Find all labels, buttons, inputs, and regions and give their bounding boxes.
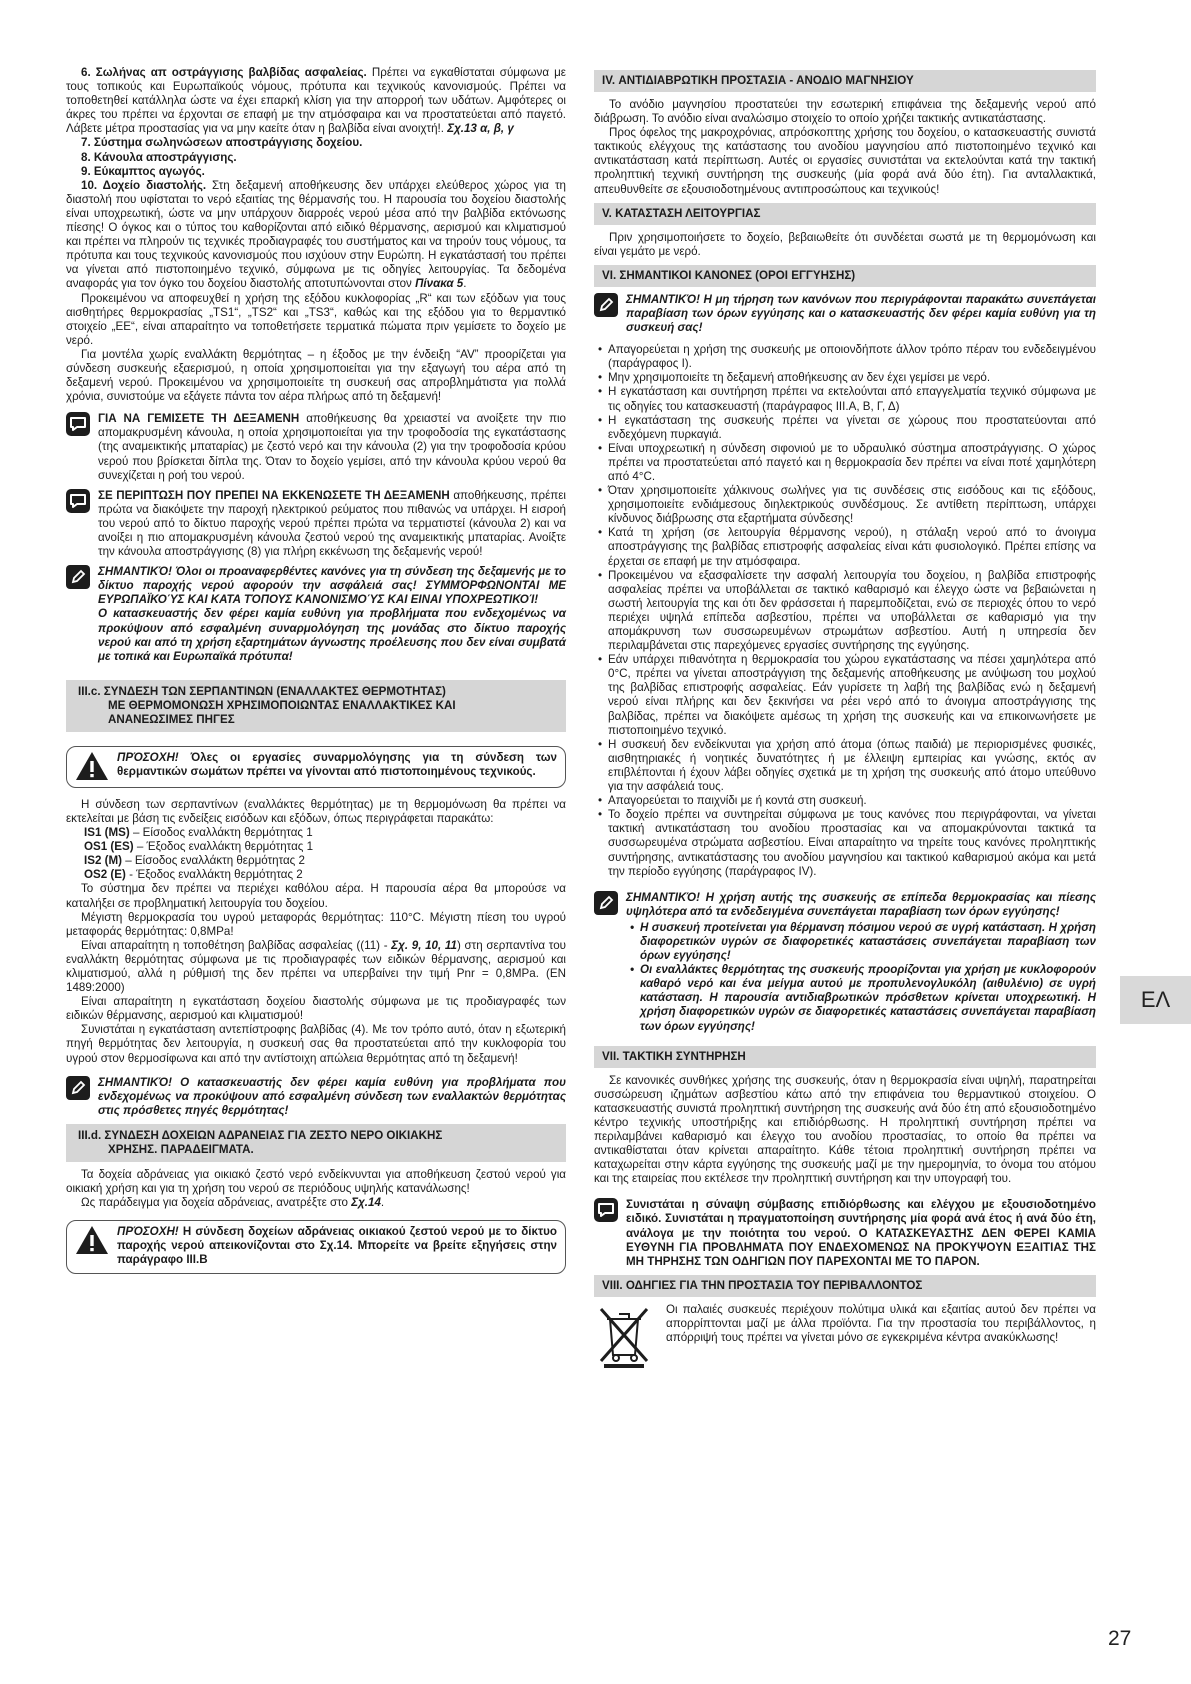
inertia-paragraph: Τα δοχεία αδράνειας για οικιακό ζεστό νερό ενδείκνυνται για αποθήκευση ζεστού νερού για οικιακή χρήση και για τη χρήση του νερού σε περιόδους υψηλής κατανάλωσης! xyxy=(66,1167,566,1195)
list-item: • Η εγκατάσταση και συντήρηση πρέπει να εκτελούνται από επαγγελματία τεχνικό σύμφωνα με τις οδηγίες του κατασκευαστή (παράγραφος III.A, B, Γ, Δ) xyxy=(608,385,1096,413)
section-v-heading: V. ΚΑΤΑΣΤΑΣΗ ΛΕΙΤΟΥΡΓΙΑΣ xyxy=(594,203,1096,225)
safety-valve-paragraph: Είναι απαραίτητη η τοποθέτηση βαλβίδας ασφαλείας ((11) - Σχ. 9, 10, 11) στη σερπαντίνα του εναλλάκτη θερμότητας σύμφωνα με τις προδιαγραφές των ειδικών θέρμανσης, αερισμού και κλιματισμού, αλλά η ρύθμισή της δεν πρέπει να υπερβαίνει την τιμή Pnr = 0,8MPa. (EN 1489:2000) xyxy=(66,938,567,995)
section-vii-heading: VII. ΤΑΚΤΙΚΗ ΣΥΝΤΗΡΗΣΗ xyxy=(594,1046,1096,1068)
maintenance-paragraph: Σε κανονικές συνθήκες χρήσης της συσκευής, όταν η θερμοκρασία είναι υψηλή, παρατηρείται συσσώρευση ιζημάτων ασβεστίου κάτω από την επιφάνεια του θερμαντικού στοιχείου. Ο κατασκευαστής συνιστά προληπτική συντήρηση της συσκευής ανά δύο έτη από εξουσιοδοτημένο κέντρο τεχνικής υποστήριξης και επιδιόρθωσης. Η προληπτική συντήρηση πρέπει να περιλαμβάνει καθαρισμό και έλεγχο του ανοδίου προστασίας, το οποίο θα πρέπει να αντικαθίσταται όταν κρίνεται απαραίτητο. Κάθε τέτοια προληπτική συντήρηση πρέπει να καταχωρείται στην κάρτα εγγύησης της συσκευής μαζί με την ημερομηνία, το όνομα του ατόμου και της εταιρείας που εκτέλεσε την προληπτική συντήρηση και την υπογραφή του. xyxy=(594,1073,1096,1186)
fill-tank-note: ΓΙΑ ΝΑ ΓΕΜΙΣΕΤΕ ΤΗ ΔΕΞΑΜΕΝΗ αποθήκευσης θα χρειαστεί να ανοίξετε την πιο απομακρυσμένη κάνουλα, η οποία χρησιμοποιείται για την τροφοδοσία της εγκατάστασης (της αναμεικτικής μπαταρίας) με ζεστό νερό και την κάνουλα (2) για την τροφοδοσία κρύου νερού που βρίσκεται δίπλα της. Όταν το δοχείο γεμίσει, από την κάνουλα κρύου νερού θα συνεχίζεται η ροή του νερού. xyxy=(66,412,566,482)
environment-block xyxy=(594,1303,1096,1369)
air-paragraph: Το σύστημα δεν πρέπει να περιέχει καθόλου αέρα. Η παρουσία αέρα θα μπορούσε να καταλήξει σε προβληματική λειτουργία του δοχείου. xyxy=(66,882,566,910)
speech-bubble-icon xyxy=(66,412,90,436)
item-6: 6. Σωλήνας απ οστράγγισης βαλβίδας ασφαλείας. Πρέπει να εγκαθίσταται σύμφωνα με τους τοπικούς και Ευρωπαϊκούς νόμους, πρότυπα και τεχνικούς κανονισμούς. Πρέπει να τοποθετηθεί κατάλληλα ώστε να έχει επαρκή κλίση για την απορροή των υδάτων. Αμφότερες οι άκρες του πρέπει να έρχονται σε επαφή με την ατμόσφαιρα και να προστατεύεται από παγετό. Λάβετε μέτρα προστασίας για να μην καείτε όταν η βαλβίδα είναι ανοιχτή!. Σχ.13 α, β, γ xyxy=(66,66,566,136)
av-paragraph: Για μοντέλα χωρίς εναλλάκτη θερμότητας – η έξοδος με την ένδειξη “AV” προορίζεται για σύνδεση συσκευής εξαερισμού, η οποία χρησιμοποιείται για την εξαγωγή του αέρα από τη δεξαμενή νερού. Προκειμένου να χρησιμοποιείτε τη συσκευή σας απροβλημάτιστα για πολλά χρόνια, συνιστούμε να εξάγετε πάντα τον αέρα πλήρως από τη δεξαμενή! xyxy=(66,347,566,404)
coil-intro: Η σύνδεση των σερπαντίνων (εναλλάκτες θερμότητας) με τη θερμομόνωση θα πρέπει να εκτελείται με βάση τις ενδείξεις εισόδων και εξόδων, όπως περιγράφεται παρακάτω: xyxy=(66,797,566,825)
anode-paragraph-2: Προς όφελος της μακροχρόνιας, απρόσκοπτης χρήσης του δοχείου, ο κατασκευαστής συνιστά τακτικούς ελέγχους της κατάστασης του ανοδίου μαγνησίου από πιστοποιημένο τεχνικό και αντικατάσταση κατά περίπτωση. Αυτές οι εργασίες συνιστάται να εκτελούνται κατά την τακτική προληπτική τεχνική συντήρηση της συσκευής (μία φορά ανά δύο έτη). Για ανταλλακτικά, απευθυνθείτε σε εξουσιοδοτημένους αντιπροσώπους και τεχνικούς! xyxy=(594,126,1096,196)
section-vi-heading: VI. ΣΗΜΑΝΤΙΚΟΙ ΚΑΝΟΝΕΣ (ΟΡΟΙ ΕΓΓΥΗΣΗΣ) xyxy=(594,265,1096,287)
important-note-4: ΣΗΜΑΝΤΙΚΌ! Η χρήση αυτής της συσκευής σε επίπεδα θερμοκρασίας και πίεσης υψηλότερα από τα ενδεδειγμένα συνεπάγεται παραβίαση των όρων εγγύησης! • Η συσκευή προτείνεται για θέρμανση πόσιμου νερού σε υγρή κατάσταση. Η χρήση διαφορετικών υγρών σε διαφορετικές καταστάσεις συνεπάγεται παραβίαση των όρων εγγύησης! • Οι εναλλάκτες θερμότητας της συσκευής προορίζονται για χρήση με κυκλοφορούν καθαρό νερό και ένα μείγμα αυτού με προπυλενογλυκόλη (αιθυλένιο) σε υγρή κατάσταση. Η παρουσία αντιδιαβρωτικών πρόσθετων κρίνεται υποχρεωτική. Η χρήση διαφορετικών υγρών σε διαφορετικές καταστάσεις συνεπάγεται παραβίαση των όρων εγγύησης! xyxy=(594,891,1096,1034)
maintenance-contract-note: Συνιστάται η σύναψη σύμβασης επιδιόρθωσης και ελέγχου με εξουσιοδοτημένο ειδικό. Συνιστάται η πραγματοποίηση συντήρησης μία φορά ανά έτος ή ανά δύο έτη, ανάλογα με την ποιότητα του νερού. Ο ΚΑΤΑΣΚΕΥΑΣΤΗΣ ΔΕΝ ΦΕΡΕΙ ΚΑΜΙΑ ΕΥΘΥΝΗ ΓΙΑ ΠΡΟΒΛΗΜΑΤΑ ΠΟΥ ΕΝΔΕΧΟΜΕΝΩΣ ΝΑ ΠΡΟΚΥΨΟΥΝ ΕΞΑΙΤΙΑΣ ΤΗΣ ΜΗ ΤΗΡΗΣΗΣ ΤΩΝ ΟΔΗΓΙΩΝ ΠΟΥ ΠΑΡΕΧΟΝΤΑΙ ΜΕ ΤΟ ΠΑΡΟΝ. xyxy=(594,1198,1096,1268)
list-item: • Η συσκευή δεν ενδείκνυται για χρήση από άτομα (όπως παιδιά) με περιορισμένες φυσικές, αισθητηριακές ή νοητικές δυνατότητες ή με έλλειψη εμπειρίας και γνώσης, εκτός αν επιβλέπονται ή έχουν λάβει οδηγίες σχετικά με τη χρήση της συσκευής από άτομο υπεύθυνο για την ασφάλειά τους. xyxy=(608,738,1096,794)
list-item: • Η συσκευή προτείνεται για θέρμανση πόσιμου νερού σε υγρή κατάσταση. Η χρήση διαφορετικών υγρών σε διαφορετικές καταστάσεις συνεπάγεται παραβίαση των όρων εγγύησης! xyxy=(640,921,1096,963)
important-note-3: ΣΗΜΑΝΤΙΚΌ! Η μη τήρηση των κανόνων που περιγράφονται παρακάτω συνεπάγεται παραβίαση των όρων εγγύησης και ο κατασκευαστής δεν φέρει καμία ευθύνη για τη συσκευή σας! xyxy=(594,293,1096,335)
list-item: • Μην χρησιμοποιείτε τη δεξαμενή αποθήκευσης αν δεν έχει γεμίσει με νερό. xyxy=(608,371,1096,385)
coil-connection-list xyxy=(66,826,566,882)
speech-bubble-icon xyxy=(66,489,90,513)
language-tab: ΕΛ xyxy=(1120,976,1191,1024)
section-iv-heading: IV. ΑΝΤΙΔΙΑΒΡΩΤΙΚΗ ΠΡΟΣΤΑΣΙΑ - ΑΝΟΔΙΟ ΜΑΓΝΗΣΙΟΥ xyxy=(594,70,1096,92)
list-item: • Προκειμένου να εξασφαλίσετε την ασφαλή λειτουργία του δοχείου, η βαλβίδα επιστροφής ασφαλείας πρέπει να υποβάλλεται σε τακτικό καθαρισμό και έλεγχο ώστε να βεβαιώνεται η σωστή λειτουργία της και ότι δεν φράσσεται ή παρεμποδίζεται, ενώ σε περιοχές όπου το νερό περιέχει υψηλά επίπεδα ασβεστίου, πρέπει να υποβάλλεται σε καθαρισμό για την απομάκρυνση των συσσωρευμένων στρωμάτων ασβεστίου. Αυτή η υπηρεσία δεν περιλαμβάνεται στις παρεχόμενες εργασίες συντήρησης της εγγύησης. xyxy=(608,569,1096,654)
caution-box-1: ΠΡΌΣΟΧΗ! Όλες οι εργασίες συναρμολόγησης για τη σύνδεση των θερμαντικών σωμάτων πρέπει να γίνονται από πιστοποιημένους τεχνικούς. xyxy=(66,746,566,788)
warning-icon xyxy=(75,1225,109,1255)
check-valve-paragraph: Συνιστάται η εγκατάσταση αντεπίστροφης βαλβίδας (4). Με τον τρόπο αυτό, όταν η εξωτερική πηγή θερμότητας δεν λειτουργία, η συσκευή σας θα προστατεύεται από την κυκλοφορία του υγρού στον θερμοσίφωνα και από την αντίστοιχη απώλεια θερμότητας από τη δεξαμενή! xyxy=(66,1023,566,1065)
list-item: • Εάν υπάρχει πιθανότητα η θερμοκρασία του χώρου εγκατάστασης να πέσει χαμηλότερα από 0°C, πρέπει να γίνεται αποστράγγιση της δεξαμενής αποθήκευσης με ανύψωση του μοχλού της βαλβίδας επιστροφής ασφαλείας. Εάν γυρίσετε τη λαβή της βαλβίδας ενώ η δεξαμενή νερού είναι πλήρης και δεν ξεκινήσει να ρέει νερό από το άνοιγμα αποστράγγισης της βαλβίδας, πρέπει να διακόψετε αμέσως τη χρήση της συσκευής και να επικοινωνήσετε με πιστοποιημένο τεχνικό. xyxy=(608,653,1096,738)
coil-def: OS2 (E) - Έξοδος εναλλάκτη θερμότητας 2 xyxy=(84,868,303,882)
right-column xyxy=(594,66,1096,1369)
section-iii-d-heading: III.d. ΣΥΝΔΕΣΗ ΔΟΧΕΙΩΝ ΑΔΡΑΝΕΙΑΣ ΓΙΑ ΖΕΣΤΟ ΝΕΡΟ ΟΙΚΙΑΚΗΣ ΧΡΗΣΗΣ. ΠΑΡΑΔΕΙΓΜΑΤΑ. xyxy=(66,1124,566,1162)
warning-icon xyxy=(75,751,109,781)
coil-def: OS1 (ES) – Έξοδος εναλλάκτη θερμότητας 1 xyxy=(84,840,314,854)
page-number: 27 xyxy=(1108,1627,1132,1650)
outputs-paragraph: Προκειμένου να αποφευχθεί η χρήση της εξόδου κυκλοφορίας „R“ και των εξόδων για τους αισθητήρες θερμοκρασίας „TS1“, „TS2“ και „TS3“, καθώς και της εξόδου για το θερμαντικό στοιχείο „EE“, είναι απαραίτητο να τοποθετήσετε τερματικά πώματα πριν γεμίσετε το δοχείο με νερό. xyxy=(66,291,566,347)
item-9: 9. Εύκαμπτος αγωγός. xyxy=(81,164,205,178)
speech-bubble-icon xyxy=(594,1198,618,1222)
pencil-icon xyxy=(594,891,618,915)
section-iii-c-heading: III.c. ΣΥΝΔΕΣΗ ΤΩΝ ΣΕΡΠΑΝΤΙΝΩΝ (ΕΝΑΛΛΑΚΤΕΣ ΘΕΡΜΟΤΗΤΑΣ) ΜΕ ΘΕΡΜΟΜΟΝΩΣΗ ΧΡΗΣΙΜΟΠΟΙΩΝΤΑΣ ΕΝΑΛΛΑΚΤΙΚΕΣ ΚΑΙ ΑΝΑΝΕΩΣΙΜΕΣ ΠΗΓΕΣ xyxy=(66,680,566,732)
example-paragraph: Ως παράδειγμα για δοχεία αδράνειας, ανατρέξτε στο Σχ.14. xyxy=(81,1196,385,1210)
item-8: 8. Κάνουλα αποστράγγισης. xyxy=(81,150,237,164)
list-item: • Απαγορεύεται το παιχνίδι με ή κοντά στη συσκευή. xyxy=(608,794,1096,808)
warranty-rules-list xyxy=(594,343,1096,879)
item-7: 7. Σύστημα σωληνώσεων αποστράγγισης δοχείου. xyxy=(81,136,363,150)
list-item: • Το δοχείο πρέπει να συντηρείται σύμφωνα με τους κανόνες που περιγράφονται, να γίνεται τακτική αντικατάσταση του ανοδίου προστασίας και να απομακρύνονται τακτικά τα συσσωρευμένα στρώματα ασβεστίου. Είναι απαραίτητο να τηρείτε τους κανόνες προληπτικής συντήρησης, αντικατάστασης του ανοδίου μαγνησίου και τακτικού καθαρισμού ακόμα και μετά την περίοδο εγγύησης (παράγραφος IV). xyxy=(608,808,1096,878)
list-item: • Κατά τη χρήση (σε λειτουργία θέρμανσης νερού), η στάλαξη νερού από το άνοιγμα αποστράγγισης της βαλβίδας επιστροφής ασφαλείας είναι κάτι φυσιολογικό. Πρέπει επίσης να έρχεται σε επαφή με την ατμόσφαιρα. xyxy=(608,526,1096,568)
environment-paragraph: Οι παλαιές συσκευές περιέχουν πολύτιμα υλικά και εξαιτίας αυτού δεν πρέπει να απορρίπτονται μαζί με άλλα προϊόντα. Για την προστασία του περιβάλλοντος, η απόρριψή τους πρέπει να γίνεται μόνο σε εγκεκριμένα κέντρα ανακύκλωσης! xyxy=(666,1302,1096,1345)
coil-def: IS2 (M) – Είσοδος εναλλάκτη θερμότητας 2 xyxy=(84,854,305,868)
section-viii-heading: VIII. ΟΔΗΓΙΕΣ ΓΙΑ ΤΗΝ ΠΡΟΣΤΑΣΙΑ ΤΟΥ ΠΕΡΙΒΑΛΛΟΝΤΟΣ xyxy=(594,1275,1096,1297)
pencil-icon xyxy=(594,293,618,317)
pencil-icon xyxy=(66,1076,90,1100)
caution-box-2: ΠΡΌΣΟΧΗ! Η σύνδεση δοχείων αδράνειας οικιακού ζεστού νερού με το δίκτυο παροχής νερού απεικονίζονται στο Σχ.14. Μπορείτε να βρείτε εξηγήσεις στην παράγραφο III.B xyxy=(66,1220,566,1274)
list-item: • Όταν χρησιμοποιείτε χάλκινους σωλήνες για τις συνδέσεις στις εισόδους και τις εξόδους, χρησιμοποιείτε ενδιάμεσους διηλεκτρικούς συνδέσμους. Σε αντίθετη περίπτωση, υπάρχει κίνδυνος διάβρωσης στα εξαρτήματα σύνδεσης! xyxy=(608,484,1096,526)
list-item: • Απαγορεύεται η χρήση της συσκευής με οποιονδήποτε άλλον τρόπο πέραν του ενδεδειγμένου (παράγραφος I). xyxy=(608,343,1096,371)
crossed-out-bin-icon xyxy=(594,1303,654,1369)
list-item: • Είναι υποχρεωτική η σύνδεση σιφονιού με το υδραυλικό σύστημα αποστράγγισης. Ο χώρος πρέπει να προστατεύεται από παγετό και η θερμοκρασία δεν πρέπει να είναι ποτέ χαμηλότερη από 4°C. xyxy=(608,442,1096,484)
important-note-2: ΣΗΜΑΝΤΙΚΌ! Ο κατασκευαστής δεν φέρει καμία ευθύνη για προβλήματα που ενδεχομένως να προκύψουν από εσφαλμένη σύνδεση των εναλλακτών θερμότητας στις πρόσθετες πηγές θερμότητας! xyxy=(66,1076,566,1118)
item-10: 10. Δοχείο διαστολής. Στη δεξαμενή αποθήκευσης δεν υπάρχει ελεύθερος χώρος για τη διαστολή που υφίσταται το νερό εξαιτίας της θέρμανσής του. Η παρουσία του δοχείου διαστολής είναι υποχρεωτική, ώστε να μην υπάρχουν διαρροές νερού μέσα από την βαλβίδα εκτόνωσης πίεσης! Ο όγκος και ο τύπος του καθορίζονται από ειδικό θέρμανσης, αερισμού και κλιματισμού και πρέπει να πληρούν τις τεχνικές προδιαγραφές του συστήματος και να τηρούν τους νόμους, τα πρότυπα και τους τεχνικούς κανονισμούς που ισχύουν στην Ευρώπη. Η εγκατάστασή του πρέπει να γίνεται από πιστοποιημένο τεχνικό, σύμφωνα με τις οδηγίες λειτουργίας. Τα δεδομένα αναφοράς για τον όγκο του δοχείου διαστολής αποτυπώνονται στον Πίνακα 5. xyxy=(66,178,566,291)
empty-tank-note: ΣΕ ΠΕΡΙΠΤΩΣΗ ΠΟΥ ΠΡΕΠΕΙ ΝΑ ΕΚΚΕΝΩΣΕΤΕ ΤΗ ΔΕΞΑΜΕΝΗ αποθήκευσης, πρέπει πρώτα να διακόψετε την παροχή ηλεκτρικού ρεύματος που πιθανώς να υπάρχει. Η εισροή του νερού από το δίκτυο παροχής νερού πρέπει πρώτα να τερματιστεί (κάνουλα 2) και να ανοίξει η πιο απομακρυσμένη κάνουλα ζεστού νερού της αναμεικτικής μπαταρίας. Ανοίξτε την κάνουλα αποστράγγισης (8) για πλήρη εκκένωση της δεξαμενής νερού! xyxy=(66,489,566,559)
anode-paragraph-1: Το ανόδιο μαγνησίου προστατεύει την εσωτερική επιφάνεια της δεξαμενής νερού από διάβρωση. Το ανόδιο είναι αναλώσιμο στοιχείο το οποίο χρήζει τακτικής αντικατάστασης. xyxy=(594,98,1096,126)
operation-paragraph: Πριν χρησιμοποιήσετε το δοχείο, βεβαιωθείτε ότι συνδέεται σωστά με τη θερμομόνωση και είναι γεμάτο με νερό. xyxy=(594,230,1096,258)
max-temp-paragraph: Μέγιστη θερμοκρασία του υγρού μεταφοράς θερμότητας: 110°C. Μέγιστη πίεση του υγρού μεταφοράς θερμότητας: 0,8MPa! xyxy=(66,910,566,938)
expansion-vessel-paragraph: Είναι απαραίτητη η εγκατάσταση δοχείου διαστολής σύμφωνα με τις προδιαγραφές των ειδικών θέρμανσης, αερισμού και κλιματισμού! xyxy=(66,995,566,1023)
pencil-icon xyxy=(66,565,90,589)
fluid-rules-list xyxy=(626,921,1096,1034)
coil-def: IS1 (MS) – Είσοδος εναλλάκτη θερμότητας 1 xyxy=(84,826,313,840)
list-item: • Η εγκατάσταση της συσκευής πρέπει να γίνεται σε χώρους που προστατεύονται από ενδεχόμενη πυρκαγιά. xyxy=(608,414,1096,442)
important-note-1: ΣΗΜΑΝΤΙΚΌ! Όλοι οι προαναφερθέντες κανόνες για τη σύνδεση της δεξαμενής με το δίκτυο παροχής νερού αφορούν την ασφάλειά σας! ΣΥΜΜΌΡΦΩΝΟΝΤΑΙ ΜΕ ΕΥΡΩΠΑΪΚΟΎΣ ΚΑΙ ΚΑΤΑ ΤΌΠΟΥΣ ΚΑΝΟΝΙΣΜΟΎΣ ΚΑΙ ΕΙΝΑΙ ΥΠΟΧΡΕΩΤΙΚΟΊ! Ο κατασκευαστής δεν φέρει καμία ευθύνη για προβλήματα που ενδεχομένως να προκύψουν από εσφαλμένη συναρμολόγηση της μονάδας στο δίκτυο παροχής νερού και από τη χρήση εξαρτημάτων άγνωστης προέλευσης που δεν είναι συμβατά με τοπικά και Ευρωπαϊκά πρότυπα! xyxy=(66,565,566,664)
list-item: • Οι εναλλάκτες θερμότητας της συσκευής προορίζονται για χρήση με κυκλοφορούν καθαρό νερό και ένα μείγμα αυτού με προπυλενογλυκόλη (αιθυλένιο) σε υγρή κατάσταση. Η παρουσία αντιδιαβρωτικών πρόσθετων κρίνεται υποχρεωτική. Η χρήση διαφορετικών υγρών σε διαφορετικές καταστάσεις συνεπάγεται παραβίαση των όρων εγγύησης! xyxy=(640,963,1096,1033)
left-column xyxy=(66,66,566,1282)
